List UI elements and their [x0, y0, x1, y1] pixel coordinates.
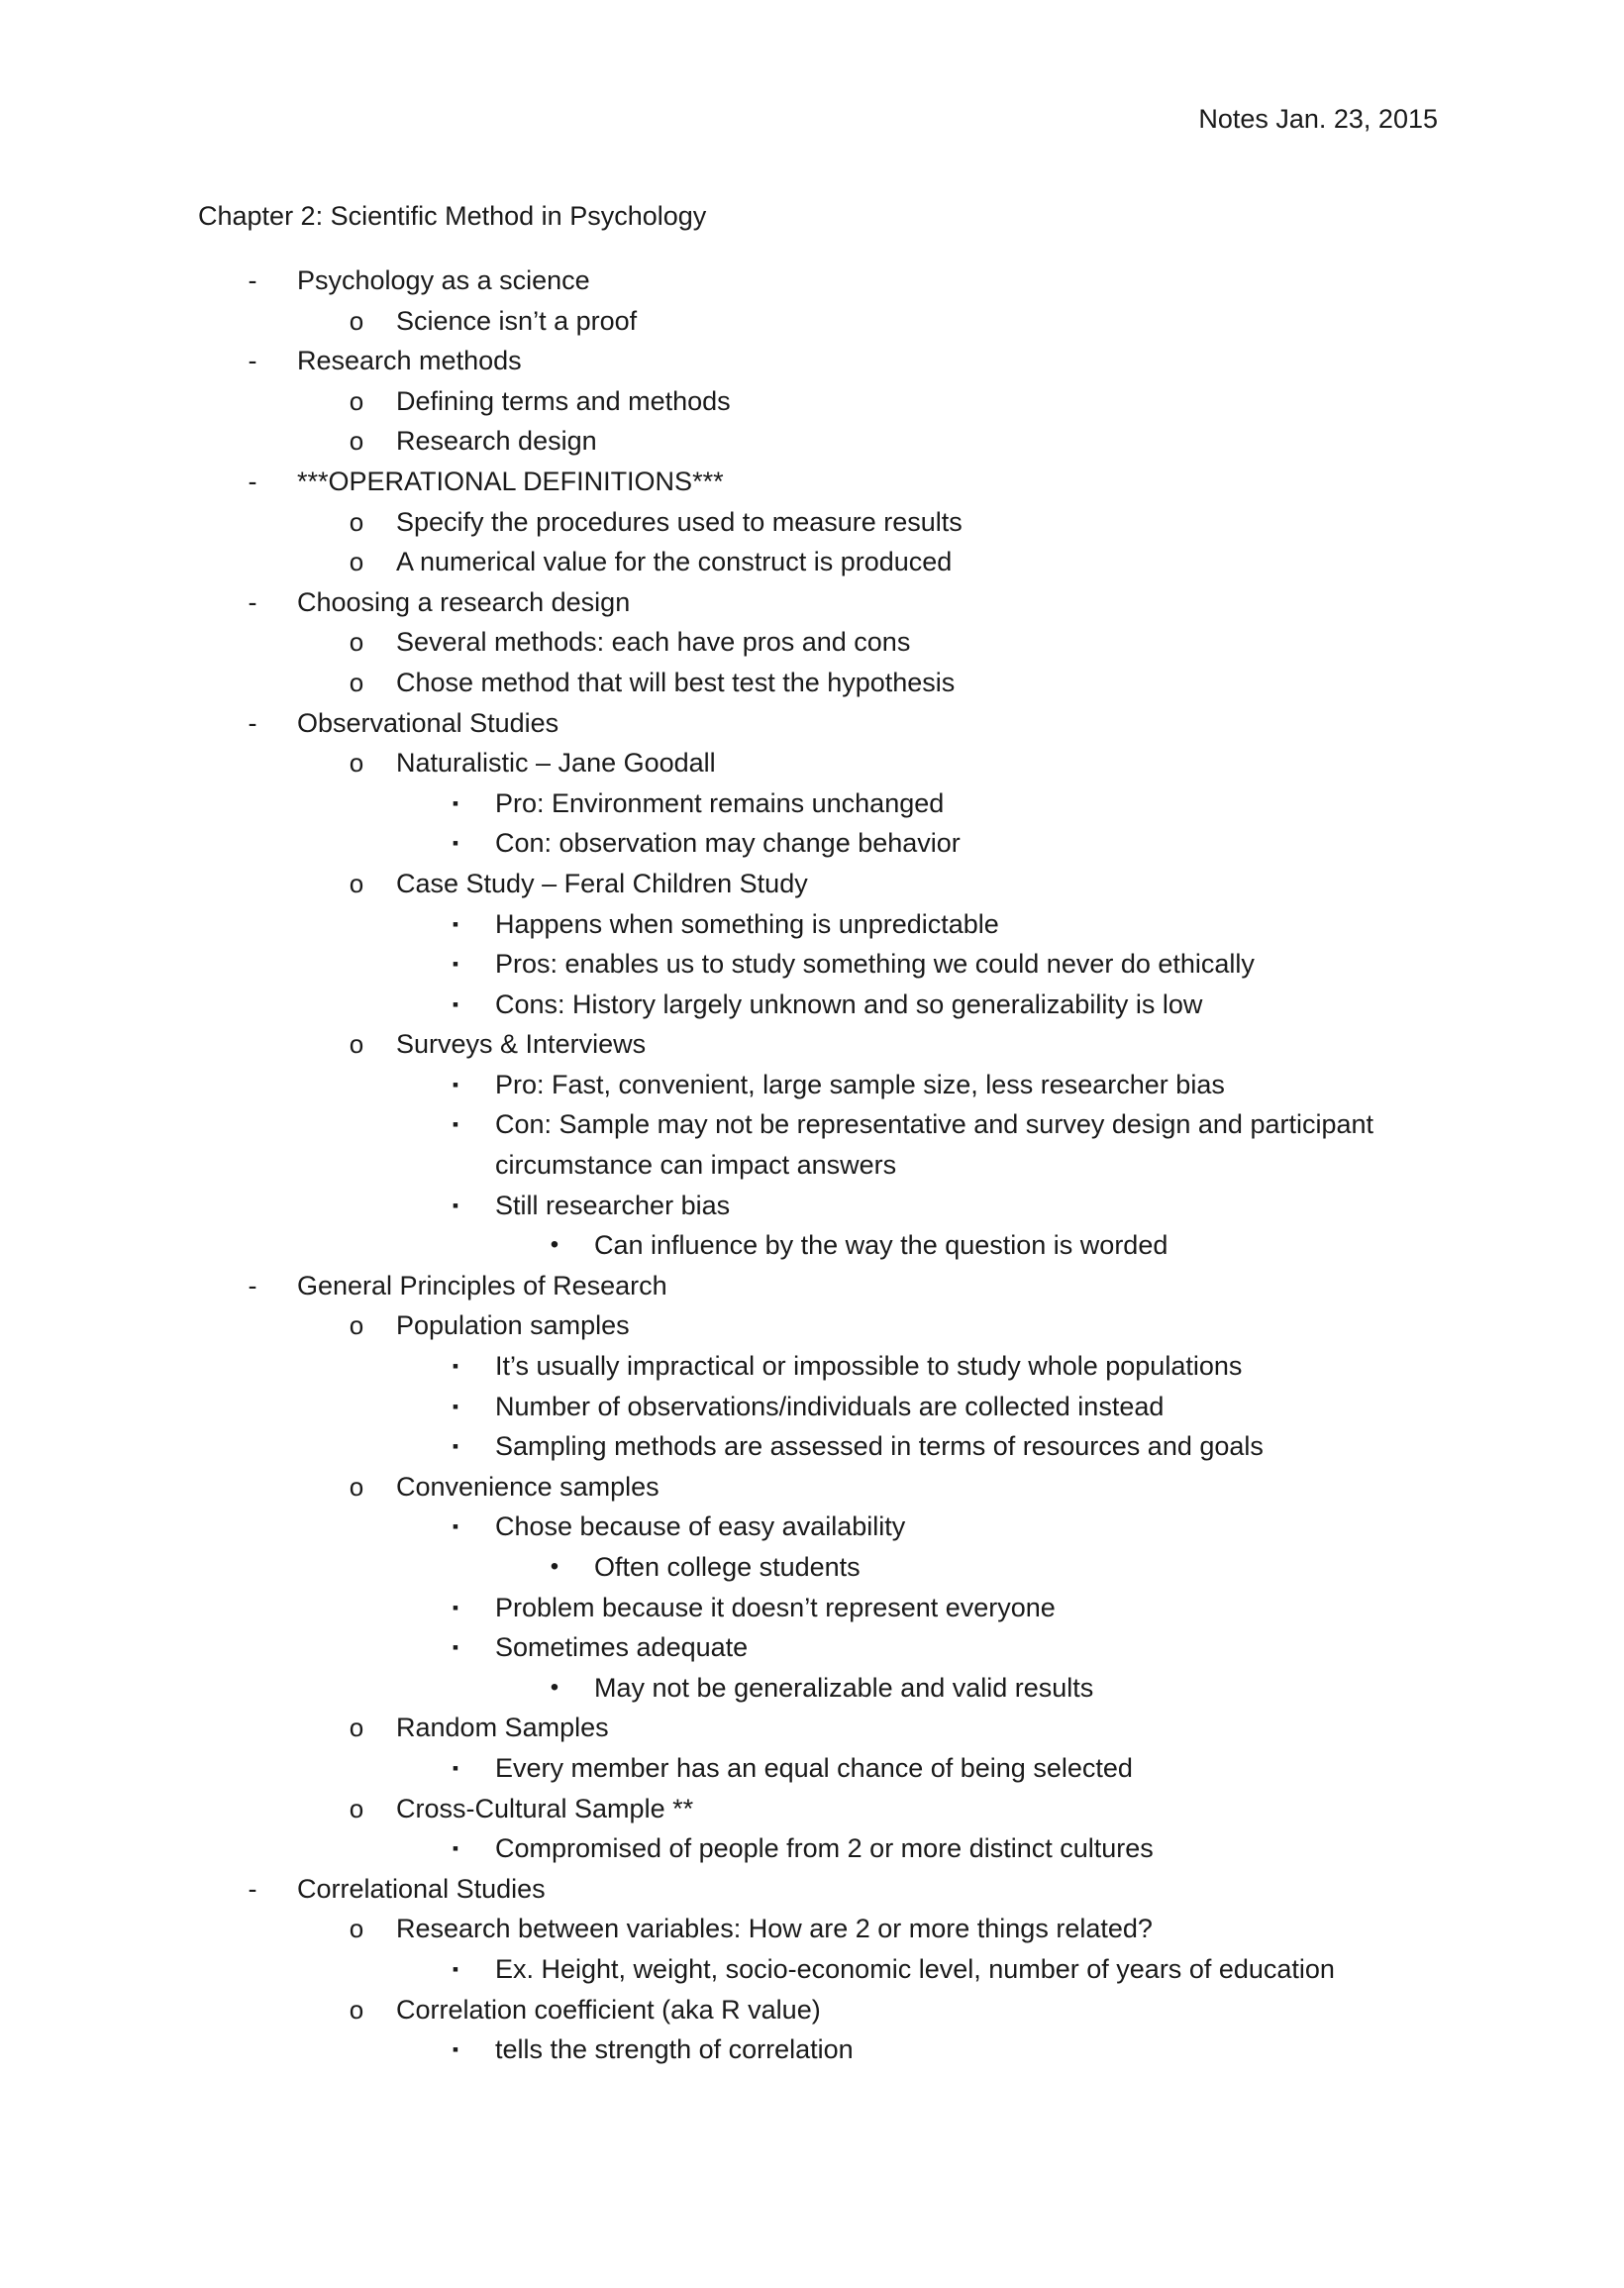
dash-bullet-icon: - — [248, 346, 257, 376]
outline-item-text: ***OPERATIONAL DEFINITIONS*** — [297, 466, 724, 496]
dash-bullet-icon: - — [248, 707, 257, 738]
square-bullet-icon: ▪ — [452, 1516, 459, 1537]
square-bullet-icon: ▪ — [452, 1757, 459, 1778]
outline-item-level-1 — [0, 703, 1624, 744]
outline-item-level-2 — [0, 663, 1624, 703]
outline-item-level-2 — [0, 743, 1624, 783]
square-bullet-icon: ▪ — [452, 1637, 459, 1658]
outline-item-level-2 — [0, 1990, 1624, 2030]
outline-item-text: Population samples — [396, 1310, 630, 1341]
outline-item-level-3 — [0, 1104, 1406, 1185]
outline-item-text: Ex. Height, weight, socio-economic level, number of years of education — [495, 1953, 1335, 1984]
outline-item-level-3 — [0, 944, 1624, 985]
outline-item-text: Can influence by the way the question is worded — [594, 1230, 1168, 1261]
circle-bullet-icon: o — [349, 426, 364, 457]
outline-item-text: Psychology as a science — [297, 265, 590, 295]
square-bullet-icon: ▪ — [452, 1356, 459, 1377]
outline-item-text: Pro: Environment remains unchanged — [495, 787, 945, 818]
outline-item-level-2 — [0, 1708, 1624, 1748]
outline-item-level-2 — [0, 381, 1624, 422]
circle-bullet-icon: o — [349, 1793, 364, 1823]
outline-item-text: Correlational Studies — [297, 1873, 546, 1904]
dash-bullet-icon: - — [248, 265, 257, 295]
outline-item-level-2 — [0, 1305, 1624, 1346]
outline-item-text: Cons: History largely unknown and so generalizability is low — [495, 988, 1203, 1019]
outline-item-text: Con: Sample may not be representative and survey design and participant circumstance can impact answers — [495, 1109, 1374, 1181]
outline-item-text: Still researcher bias — [495, 1190, 731, 1220]
circle-bullet-icon: o — [349, 1994, 364, 2025]
outline-item-level-2 — [0, 622, 1624, 663]
square-bullet-icon: ▪ — [452, 1074, 459, 1094]
circle-bullet-icon: o — [349, 1310, 364, 1341]
circle-bullet-icon: o — [349, 1914, 364, 1944]
outline-item-level-1 — [0, 260, 1624, 301]
square-bullet-icon: ▪ — [452, 1396, 459, 1416]
outline-item-text: Observational Studies — [297, 707, 559, 738]
outline-item-level-2 — [0, 1909, 1624, 1949]
circle-bullet-icon: o — [349, 868, 364, 898]
outline-item-text: Several methods: each have pros and cons — [396, 627, 911, 658]
outline-item-level-2 — [0, 1789, 1624, 1829]
outline-item-text: Case Study – Feral Children Study — [396, 868, 808, 898]
outline-item-text: Choosing a research design — [297, 586, 631, 617]
outline-item-text: A numerical value for the construct is produced — [396, 547, 953, 577]
dash-bullet-icon: - — [248, 1873, 257, 1904]
outline-item-text: Often college students — [594, 1552, 861, 1582]
square-bullet-icon: ▪ — [452, 1597, 459, 1617]
square-bullet-icon: ▪ — [452, 833, 459, 854]
dot-bullet-icon: • — [550, 1673, 559, 1701]
outline-item-level-2 — [0, 1024, 1624, 1065]
outline-item-text: Research methods — [297, 346, 522, 376]
outline-item-level-2 — [0, 864, 1624, 904]
outline-item-level-2 — [0, 421, 1624, 462]
dash-bullet-icon: - — [248, 466, 257, 496]
outline-item-text: Sometimes adequate — [495, 1632, 749, 1663]
circle-bullet-icon: o — [349, 547, 364, 577]
outline-item-text: Every member has an equal chance of being selected — [495, 1752, 1133, 1783]
page-title: Chapter 2: Scientific Method in Psychology — [198, 201, 707, 231]
circle-bullet-icon: o — [349, 1713, 364, 1743]
outline-item-text: Con: observation may change behavior — [495, 828, 961, 859]
outline-item-level-3 — [0, 1588, 1624, 1628]
square-bullet-icon: ▪ — [452, 1838, 459, 1859]
outline-item-text: Chose because of easy availability — [495, 1511, 906, 1542]
outline-item-level-1 — [0, 1869, 1624, 1910]
outline-item-text: May not be generalizable and valid results — [594, 1672, 1094, 1703]
square-bullet-icon: ▪ — [452, 993, 459, 1014]
outline-item-text: Compromised of people from 2 or more distinct cultures — [495, 1833, 1154, 1864]
square-bullet-icon: ▪ — [452, 1436, 459, 1457]
outline-item-level-2 — [0, 1467, 1624, 1508]
outline-item-level-3 — [0, 783, 1624, 824]
outline-item-level-3 — [0, 1426, 1624, 1467]
outline-item-text: General Principles of Research — [297, 1270, 667, 1300]
dash-bullet-icon: - — [248, 586, 257, 617]
outline-item-level-2 — [0, 301, 1624, 342]
outline-item-level-3 — [0, 985, 1624, 1025]
outline-item-text: Chose method that will best test the hypothesis — [396, 667, 956, 697]
outline-item-level-3 — [0, 1186, 1624, 1226]
outline-item-level-3 — [0, 823, 1624, 864]
outline-item-text: Naturalistic – Jane Goodall — [396, 748, 716, 779]
circle-bullet-icon: o — [349, 667, 364, 697]
outline-item-level-2 — [0, 502, 1624, 543]
square-bullet-icon: ▪ — [452, 792, 459, 813]
square-bullet-icon: ▪ — [452, 954, 459, 975]
outline-item-level-1 — [0, 462, 1624, 502]
square-bullet-icon: ▪ — [452, 1195, 459, 1215]
outline-item-text: Correlation coefficient (aka R value) — [396, 1994, 821, 2025]
outline-item-text: Pro: Fast, convenient, large sample size, less researcher bias — [495, 1069, 1225, 1099]
dot-bullet-icon: • — [550, 1231, 559, 1259]
outline-item-text: Happens when something is unpredictable — [495, 908, 999, 939]
outline-item-level-1 — [0, 341, 1624, 381]
circle-bullet-icon: o — [349, 1471, 364, 1502]
outline-item-level-3 — [0, 1828, 1624, 1869]
outline-item-text: Pros: enables us to study something we could never do ethically — [495, 949, 1255, 980]
circle-bullet-icon: o — [349, 506, 364, 537]
outline-item-text: Number of observations/individuals are collected instead — [495, 1391, 1165, 1421]
square-bullet-icon: ▪ — [452, 2039, 459, 2060]
circle-bullet-icon: o — [349, 385, 364, 416]
circle-bullet-icon: o — [349, 627, 364, 658]
outline-item-level-3 — [0, 1346, 1624, 1387]
outline-item-level-1 — [0, 1266, 1624, 1306]
outline-item-text: Science isn’t a proof — [396, 305, 638, 336]
outline-item-level-3 — [0, 1949, 1624, 1990]
outline-item-level-3 — [0, 2029, 1624, 2070]
outline-item-text: Research design — [396, 426, 597, 457]
circle-bullet-icon: o — [349, 1029, 364, 1060]
outline-item-level-3 — [0, 904, 1624, 945]
outline-item-text: Research between variables: How are 2 or more things related? — [396, 1914, 1153, 1944]
outline-item-level-3 — [0, 1627, 1624, 1668]
outline-item-text: Problem because it doesn’t represent everyone — [495, 1592, 1056, 1622]
outline-item-level-4 — [0, 1547, 1624, 1588]
header-date: Notes Jan. 23, 2015 — [1198, 104, 1438, 134]
outline-item-text: Cross-Cultural Sample ** — [396, 1793, 694, 1823]
outline-item-text: It’s usually impractical or impossible to study whole populations — [495, 1351, 1243, 1382]
outline-item-text: Random Samples — [396, 1713, 609, 1743]
outline-item-level-3 — [0, 1065, 1624, 1105]
outline-item-level-3 — [0, 1748, 1624, 1789]
outline-item-text: Defining terms and methods — [396, 385, 731, 416]
dash-bullet-icon: - — [248, 1270, 257, 1300]
square-bullet-icon: ▪ — [452, 1114, 459, 1135]
notes-outline — [0, 260, 1624, 2070]
outline-item-level-1 — [0, 582, 1624, 623]
outline-item-level-4 — [0, 1668, 1624, 1709]
outline-item-text: tells the strength of correlation — [495, 2034, 854, 2065]
dot-bullet-icon: • — [550, 1553, 559, 1580]
outline-item-text: Specify the procedures used to measure results — [396, 506, 963, 537]
circle-bullet-icon: o — [349, 748, 364, 779]
square-bullet-icon: ▪ — [452, 1958, 459, 1979]
circle-bullet-icon: o — [349, 305, 364, 336]
outline-item-text: Convenience samples — [396, 1471, 660, 1502]
outline-item-text: Surveys & Interviews — [396, 1029, 647, 1060]
square-bullet-icon: ▪ — [452, 913, 459, 934]
outline-item-level-3 — [0, 1387, 1624, 1427]
outline-item-level-3 — [0, 1507, 1624, 1547]
outline-item-level-2 — [0, 542, 1624, 582]
outline-item-text: Sampling methods are assessed in terms of resources and goals — [495, 1431, 1264, 1462]
outline-item-level-4 — [0, 1225, 1624, 1266]
